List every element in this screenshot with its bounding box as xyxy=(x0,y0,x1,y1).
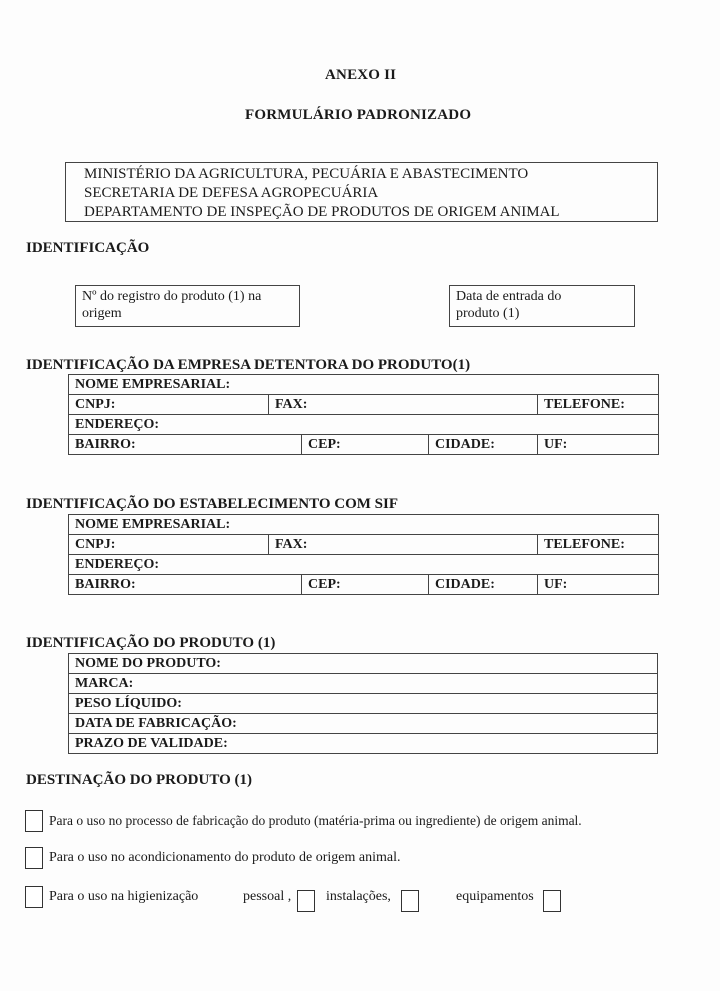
table-row xyxy=(69,674,658,694)
cep-field[interactable]: CEP: xyxy=(302,435,429,455)
table-row xyxy=(69,694,658,714)
nome-produto-field[interactable]: NOME DO PRODUTO: xyxy=(69,654,658,674)
empresa-table xyxy=(68,374,659,455)
cnpj-field[interactable]: CNPJ: xyxy=(69,395,269,415)
table-row xyxy=(69,714,658,734)
checkbox-equipamentos[interactable] xyxy=(543,890,561,912)
endereco-field[interactable]: ENDEREÇO: xyxy=(69,555,659,575)
produto-table xyxy=(68,653,658,754)
table-row xyxy=(69,654,658,674)
fax-field[interactable]: FAX: xyxy=(269,535,538,555)
instalacoes-label: instalações, xyxy=(326,889,391,904)
section-identificacao: IDENTIFICAÇÃO xyxy=(26,240,150,256)
marca-field[interactable]: MARCA: xyxy=(69,674,658,694)
fax-field[interactable]: FAX: xyxy=(269,395,538,415)
data-fabricacao-field[interactable]: DATA DE FABRICAÇÃO: xyxy=(69,714,658,734)
table-row xyxy=(69,555,659,575)
ministry-box xyxy=(65,162,658,222)
endereco-field[interactable]: ENDEREÇO: xyxy=(69,415,659,435)
table-row xyxy=(69,575,659,595)
uf-field[interactable]: UF: xyxy=(538,575,659,595)
section-empresa: IDENTIFICAÇÃO DA EMPRESA DETENTORA DO PRODUTO(1) xyxy=(26,357,471,373)
checkbox-instalacoes[interactable] xyxy=(401,890,419,912)
bairro-field[interactable]: BAIRRO: xyxy=(69,575,302,595)
registro-label: Nº do registro do produto (1) na xyxy=(82,289,262,304)
telefone-field[interactable]: TELEFONE: xyxy=(538,395,659,415)
cidade-field[interactable]: CIDADE: xyxy=(429,575,538,595)
data-entrada-label-2: produto (1) xyxy=(456,306,520,321)
uf-field[interactable]: UF: xyxy=(538,435,659,455)
nome-empresarial-field[interactable]: NOME EMPRESARIAL: xyxy=(69,515,659,535)
registro-field[interactable] xyxy=(75,285,300,327)
ministry-line: MINISTÉRIO DA AGRICULTURA, PECUÁRIA E ABASTECIMENTO xyxy=(84,166,529,182)
estabelecimento-table xyxy=(68,514,659,595)
cep-field[interactable]: CEP: xyxy=(302,575,429,595)
peso-liquido-field[interactable]: PESO LÍQUIDO: xyxy=(69,694,658,714)
telefone-field[interactable]: TELEFONE: xyxy=(538,535,659,555)
section-estabelecimento: IDENTIFICAÇÃO DO ESTABELECIMENTO COM SIF xyxy=(26,496,399,512)
table-row xyxy=(69,435,659,455)
cidade-field[interactable]: CIDADE: xyxy=(429,435,538,455)
pessoal-label: pessoal , xyxy=(243,889,292,904)
prazo-validade-field[interactable]: PRAZO DE VALIDADE: xyxy=(69,734,658,754)
bairro-field[interactable]: BAIRRO: xyxy=(69,435,302,455)
table-row xyxy=(69,415,659,435)
table-row xyxy=(69,515,659,535)
table-row xyxy=(69,375,659,395)
checkbox-pessoal[interactable] xyxy=(297,890,315,912)
department-line: DEPARTAMENTO DE INSPEÇÃO DE PRODUTOS DE ORIGEM ANIMAL xyxy=(84,204,560,220)
table-row xyxy=(69,535,659,555)
checkbox-acondicionamento[interactable] xyxy=(25,847,43,869)
option-acondicionamento-label: Para o uso no acondicionamento do produto de origem animal. xyxy=(49,850,401,865)
table-row xyxy=(69,734,658,754)
table-row xyxy=(69,395,659,415)
cnpj-field[interactable]: CNPJ: xyxy=(69,535,269,555)
data-entrada-label: Data de entrada do xyxy=(456,289,562,304)
checkbox-fabricacao[interactable] xyxy=(25,810,43,832)
registro-label-2: origem xyxy=(82,306,122,321)
nome-empresarial-field[interactable]: NOME EMPRESARIAL: xyxy=(69,375,659,395)
option-fabricacao-label: Para o uso no processo de fabricação do produto (matéria-prima ou ingrediente) de origem animal. xyxy=(49,813,582,828)
equipamentos-label: equipamentos xyxy=(456,889,534,904)
option-higienizacao-label: Para o uso na higienização xyxy=(49,889,199,904)
checkbox-higienizacao[interactable] xyxy=(25,886,43,908)
secretariat-line: SECRETARIA DE DEFESA AGROPECUÁRIA xyxy=(84,185,379,201)
section-destinacao: DESTINAÇÃO DO PRODUTO (1) xyxy=(26,772,252,788)
annex-title: ANEXO II xyxy=(325,67,397,83)
section-produto: IDENTIFICAÇÃO DO PRODUTO (1) xyxy=(26,635,276,651)
data-entrada-field[interactable] xyxy=(449,285,635,327)
form-title: FORMULÁRIO PADRONIZADO xyxy=(245,107,472,123)
